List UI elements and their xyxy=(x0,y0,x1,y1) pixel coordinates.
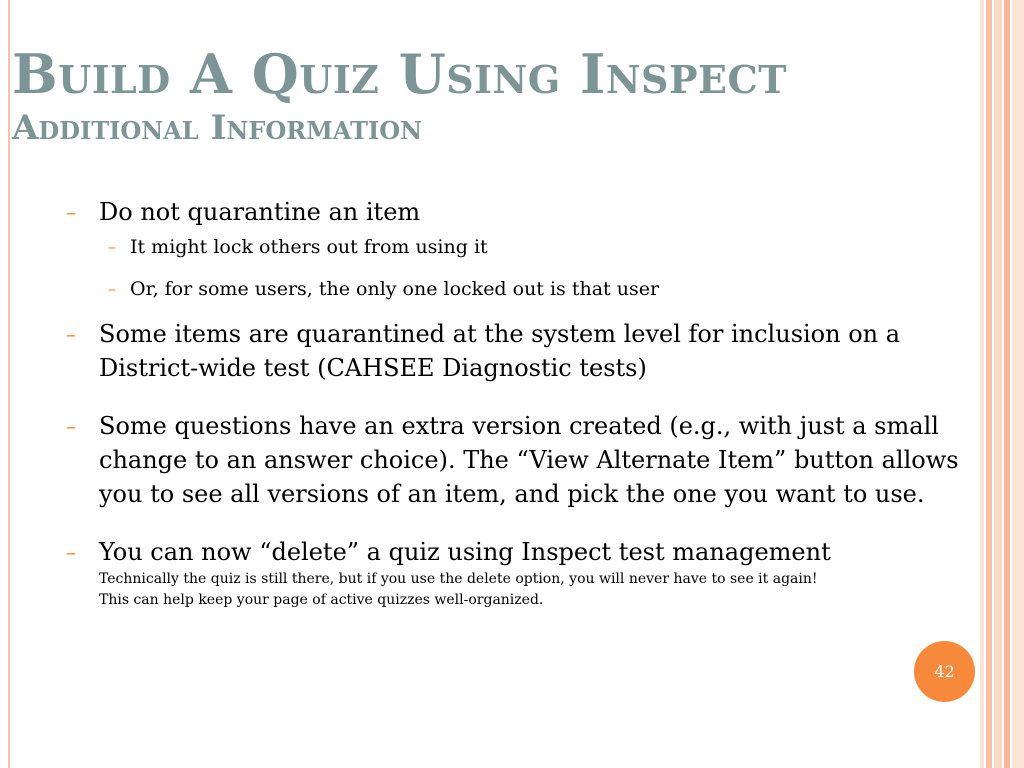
bullet-list xyxy=(64,195,974,611)
left-border xyxy=(8,0,10,768)
sub-bullet-item xyxy=(99,275,974,303)
stripe xyxy=(980,0,984,768)
stripe xyxy=(1004,0,1010,768)
bullet-item xyxy=(64,317,974,385)
dash-bullet-icon: – xyxy=(66,414,76,438)
dash-bullet-icon: – xyxy=(66,200,76,224)
stripe xyxy=(994,0,1002,768)
sub-bullet-text: It might lock others out from using it xyxy=(130,236,488,258)
note-text: Technically the quiz is still there, but if you use the delete option, you will never have to see it again! xyxy=(99,571,818,587)
dash-bullet-icon: – xyxy=(108,279,116,298)
stripe xyxy=(986,0,992,768)
sub-bullet-item xyxy=(99,233,974,261)
slide-title: Build A Quiz Using Inspect xyxy=(12,42,788,106)
note-text: This can help keep your page of active quizzes well-organized. xyxy=(99,592,544,608)
slide-subtitle: Additional Information xyxy=(12,108,423,148)
bullet-text: Some questions have an extra version created (e.g., with just a small change to an answer choice). The “View Alternate Item” button allows you to see all versions of an item, and pick the one you want to use. xyxy=(99,412,959,508)
bullet-item xyxy=(64,535,974,569)
bullet-text: Some items are quarantined at the system level for inclusion on a District-wide test (CAHSEE Diagnostic tests) xyxy=(99,320,901,382)
right-decorative-stripes xyxy=(980,0,1024,768)
page-number-badge xyxy=(914,641,975,702)
bullet-item xyxy=(64,409,974,511)
sub-bullet-text: Or, for some users, the only one locked out is that user xyxy=(130,278,660,300)
bullet-item xyxy=(64,195,974,229)
dash-bullet-icon: – xyxy=(66,540,76,564)
page-number: 42 xyxy=(934,662,955,681)
stripe xyxy=(1012,0,1024,768)
bullet-text: You can now “delete” a quiz using Inspect test management xyxy=(99,538,831,566)
dash-bullet-icon: – xyxy=(66,322,76,346)
dash-bullet-icon: – xyxy=(108,237,116,256)
bullet-text: Do not quarantine an item xyxy=(99,198,421,226)
